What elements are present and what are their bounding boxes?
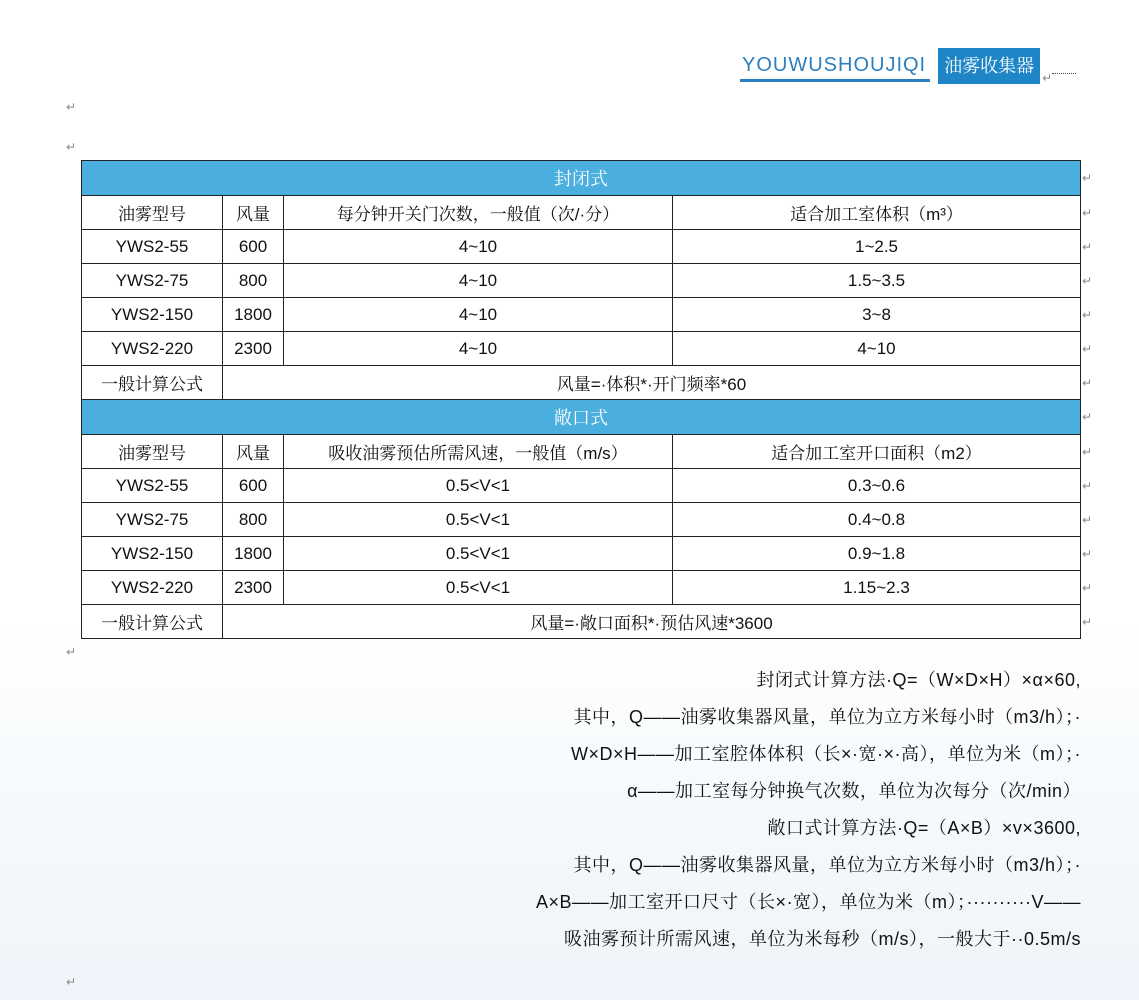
- paragraph-mark-icon: ↵: [1082, 444, 1093, 459]
- table-row: [82, 230, 1081, 264]
- paragraph-mark-icon: ↵: [66, 140, 77, 154]
- paragraph-mark-icon: ↵: [1082, 478, 1093, 493]
- note-line: A×B——加工室开口尺寸（长×·宽），单位为米（m）；··········V——: [536, 892, 1081, 912]
- capacity-cell: 3~8: [673, 298, 1081, 332]
- airflow-cell: 800: [223, 503, 284, 537]
- note-line: 吸油雾预计所需风速，单位为米每秒（m/s），一般大于··0.5m/s: [564, 929, 1081, 949]
- paragraph-mark-icon: ↵: [1082, 307, 1093, 322]
- section-title: 封闭式: [82, 161, 1081, 196]
- table-section-header: [82, 400, 1081, 435]
- airflow-cell: 1800: [223, 537, 284, 571]
- column-header: 每分钟开关门次数，一般值（次/·分）: [284, 196, 673, 230]
- formula-text: 风量=·体积*·开门频率*60: [223, 366, 1081, 400]
- rate-cell: 0.5<V<1: [284, 571, 673, 605]
- model-cell: YWS2-55: [82, 230, 223, 264]
- paragraph-mark-icon: ↵: [1082, 409, 1093, 424]
- table-row: [82, 503, 1081, 537]
- model-cell: YWS2-150: [82, 537, 223, 571]
- paragraph-mark-icon: ↵: [1082, 341, 1093, 356]
- paragraph-mark-icon: ↵: [1082, 205, 1093, 220]
- capacity-cell: 0.3~0.6: [673, 469, 1081, 503]
- model-cell: YWS2-220: [82, 332, 223, 366]
- brand-chinese-name: 油雾收集器: [938, 48, 1040, 84]
- rate-cell: 4~10: [284, 298, 673, 332]
- paragraph-mark-icon: ↵: [1082, 580, 1093, 595]
- column-header: 油雾型号: [82, 196, 223, 230]
- page-header: [740, 48, 1076, 84]
- capacity-cell: 4~10: [673, 332, 1081, 366]
- column-header: 风量: [223, 196, 284, 230]
- paragraph-mark-icon: ↵: [66, 100, 77, 114]
- column-header: 适合加工室体积（m³）: [673, 196, 1081, 230]
- note-line: 敞口式计算方法·Q=（A×B）×v×3600,: [767, 818, 1081, 838]
- table-row: [82, 537, 1081, 571]
- paragraph-mark-icon: ↵: [1082, 614, 1093, 629]
- rate-cell: 4~10: [284, 264, 673, 298]
- capacity-cell: 1.5~3.5: [673, 264, 1081, 298]
- rate-cell: 4~10: [284, 230, 673, 264]
- paragraph-mark-icon: ↵: [1082, 170, 1093, 185]
- rate-cell: 4~10: [284, 332, 673, 366]
- airflow-cell: 600: [223, 230, 284, 264]
- airflow-cell: 600: [223, 469, 284, 503]
- note-line: α——加工室每分钟换气次数，单位为次每分（次/min）: [627, 781, 1081, 801]
- column-header: 油雾型号: [82, 435, 223, 469]
- table-row: [82, 571, 1081, 605]
- paragraph-mark-icon: ↵: [1082, 273, 1093, 288]
- paragraph-mark-icon: ↵: [1042, 71, 1053, 85]
- paragraph-mark-icon: ↵: [1082, 546, 1093, 561]
- airflow-cell: 1800: [223, 298, 284, 332]
- column-header: 适合加工室开口面积（m2）: [673, 435, 1081, 469]
- paragraph-mark-icon: ↵: [1082, 512, 1093, 527]
- rate-cell: 0.5<V<1: [284, 469, 673, 503]
- rate-cell: 0.5<V<1: [284, 537, 673, 571]
- capacity-cell: 0.9~1.8: [673, 537, 1081, 571]
- table-row: [82, 469, 1081, 503]
- column-header: 吸收油雾预估所需风速，一般值（m/s）: [284, 435, 673, 469]
- airflow-cell: 800: [223, 264, 284, 298]
- table-row: [82, 264, 1081, 298]
- note-line: 封闭式计算方法·Q=（W×D×H）×α×60,: [756, 670, 1081, 690]
- calculation-notes: [536, 662, 1081, 958]
- model-cell: YWS2-220: [82, 571, 223, 605]
- formula-label: 一般计算公式: [82, 605, 223, 639]
- capacity-cell: 1.15~2.3: [673, 571, 1081, 605]
- model-cell: YWS2-75: [82, 264, 223, 298]
- brand-latin-name: YOUWUSHOUJIQI: [740, 48, 930, 82]
- table-row: [82, 332, 1081, 366]
- table-row: [82, 298, 1081, 332]
- table-header-row: [82, 196, 1081, 230]
- paragraph-mark-icon: ↵: [66, 645, 77, 659]
- note-line: W×D×H——加工室腔体体积（长×·宽·×·高），单位为米（m）；·: [570, 744, 1081, 764]
- formula-row: [82, 366, 1081, 400]
- formula-label: 一般计算公式: [82, 366, 223, 400]
- model-cell: YWS2-55: [82, 469, 223, 503]
- note-line: 其中，Q——油雾收集器风量，单位为立方米每小时（m3/h）；·: [573, 707, 1081, 727]
- dotted-leader: [1052, 73, 1076, 74]
- note-line: 其中，Q——油雾收集器风量，单位为立方米每小时（m3/h）；·: [573, 855, 1081, 875]
- section-title: 敞口式: [82, 400, 1081, 435]
- capacity-cell: 1~2.5: [673, 230, 1081, 264]
- column-header: 风量: [223, 435, 284, 469]
- formula-row: [82, 605, 1081, 639]
- airflow-cell: 2300: [223, 571, 284, 605]
- spec-table: [81, 160, 1081, 639]
- table-section-header: [82, 161, 1081, 196]
- rate-cell: 0.5<V<1: [284, 503, 673, 537]
- paragraph-mark-icon: ↵: [1082, 239, 1093, 254]
- paragraph-mark-icon: ↵: [1082, 375, 1093, 390]
- formula-text: 风量=·敞口面积*·预估风速*3600: [223, 605, 1081, 639]
- model-cell: YWS2-75: [82, 503, 223, 537]
- paragraph-mark-icon: ↵: [66, 975, 77, 989]
- table-header-row: [82, 435, 1081, 469]
- capacity-cell: 0.4~0.8: [673, 503, 1081, 537]
- model-cell: YWS2-150: [82, 298, 223, 332]
- airflow-cell: 2300: [223, 332, 284, 366]
